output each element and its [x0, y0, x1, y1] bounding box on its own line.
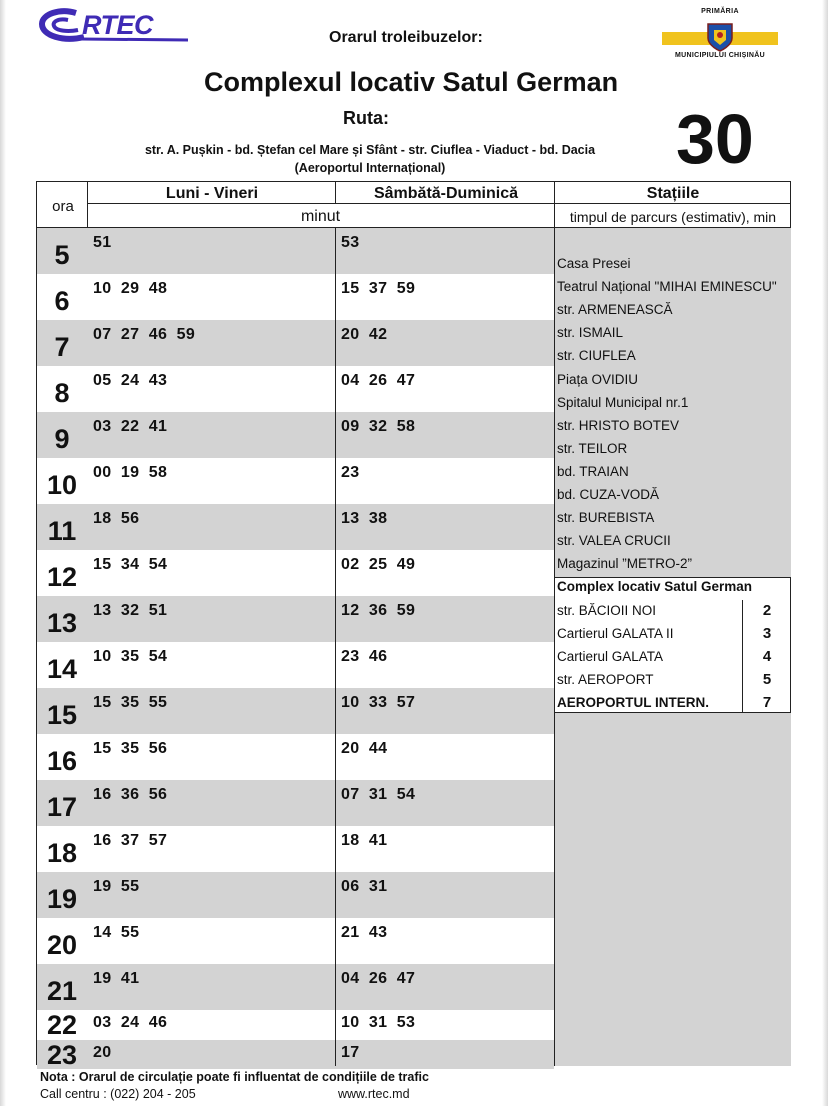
weekend-minutes-cell: 12 36 59 [341, 602, 416, 619]
table-row [37, 734, 554, 780]
table-row [37, 412, 554, 458]
table-row [37, 642, 554, 688]
primaria-label: PRIMĂRIA [701, 8, 739, 15]
weekend-minutes-cell: 06 31 [341, 878, 388, 895]
hour-cell: 22 [46, 1010, 78, 1040]
station-name: str. ARMENEASCĂ [557, 302, 673, 318]
route-description [100, 141, 640, 177]
hour-column-divider [87, 182, 88, 227]
weekend-minutes-cell: 04 26 47 [341, 372, 416, 389]
coat-of-arms-icon [706, 20, 734, 52]
hour-cell: 17 [46, 792, 78, 822]
weekend-minutes-cell: 23 [341, 464, 360, 481]
station-name: Cartierul GALATA [557, 648, 664, 664]
timetable [36, 181, 791, 1070]
station-name: Magazinul ”METRO-2” [557, 556, 693, 572]
table-row [37, 274, 554, 320]
call-centre: Call centru : (022) 204 - 205 [40, 1087, 196, 1101]
station-name: Cartierul GALATA II [557, 625, 674, 641]
station-name: str. TEILOR [557, 440, 628, 456]
weekday-minutes-cell: 16 36 56 [93, 786, 168, 803]
hour-cell: 15 [46, 700, 78, 730]
stations-grey-area-bottom [555, 713, 791, 1066]
website-link[interactable]: www.rtec.md [338, 1087, 410, 1101]
column-header-weekday: Luni - Vineri [165, 185, 259, 202]
hour-cell: 6 [54, 286, 70, 316]
weekday-minutes-cell: 14 55 [93, 924, 140, 941]
hour-cell: 10 [46, 470, 78, 500]
weekend-minutes-cell: 20 42 [341, 326, 388, 343]
travel-time-column-divider [742, 600, 743, 712]
primaria-logo [650, 8, 790, 64]
header-divider-top [87, 203, 790, 204]
weekday-minutes-cell: 15 35 55 [93, 694, 168, 711]
station-name: str. AEROPORT [557, 671, 654, 687]
weekend-minutes-cell: 21 43 [341, 924, 388, 941]
weekday-minutes-cell: 19 55 [93, 878, 140, 895]
station-travel-time: 5 [762, 670, 772, 688]
station-name: str. CIUFLEA [557, 348, 636, 364]
weekday-minutes-cell: 10 29 48 [93, 280, 168, 297]
station-name: str. VALEA CRUCII [557, 533, 671, 549]
route-label: Ruta: [343, 108, 389, 128]
hour-cell: 9 [54, 424, 70, 454]
weekend-minutes-cell: 04 26 47 [341, 970, 416, 987]
weekday-minutes-cell: 15 35 56 [93, 740, 168, 757]
stations-column-divider [554, 182, 555, 1066]
hour-cell: 20 [46, 930, 78, 960]
weekend-minutes-cell: 20 44 [341, 740, 388, 757]
weekend-minutes-cell: 18 41 [341, 832, 388, 849]
hour-cell: 21 [46, 976, 78, 1006]
station-name: Complex locativ Satul German [557, 579, 753, 595]
weekend-minutes-cell: 07 31 54 [341, 786, 416, 803]
station-travel-time: 7 [762, 693, 772, 711]
station-travel-time: 3 [762, 624, 772, 642]
table-row [37, 228, 554, 274]
station-name: str. HRISTO BOTEV [557, 417, 680, 433]
schedule-label: Orarul troleibuzelor: [329, 29, 483, 46]
hour-cell: 5 [54, 240, 70, 270]
primaria-municipality: MUNICIPIULUI CHIȘINĂU [675, 52, 765, 59]
weekday-weekend-divider-header [335, 182, 336, 203]
table-row [37, 918, 554, 964]
table-row [37, 504, 554, 550]
table-row [37, 1040, 554, 1069]
subheader-travel-time: timpul de parcurs (estimativ), min [569, 209, 777, 225]
column-header-weekend: Sâmbătă-Duminică [373, 185, 519, 202]
hour-cell: 13 [46, 608, 78, 638]
station-name: str. BĂCIOII NOI [557, 602, 657, 618]
weekend-minutes-cell: 02 25 49 [341, 556, 416, 573]
weekend-minutes-cell: 10 31 53 [341, 1014, 416, 1031]
rtec-logo-text: RTEC [82, 10, 154, 40]
stations-section-divider [554, 577, 790, 578]
table-row [37, 550, 554, 596]
rtec-logo [38, 6, 198, 46]
page-edge-shadow-left [0, 0, 6, 1106]
weekday-minutes-cell: 51 [93, 234, 112, 251]
station-travel-time: 4 [762, 647, 772, 665]
station-name: bd. CUZA-VODĂ [557, 487, 660, 502]
weekday-minutes-cell: 20 [93, 1044, 112, 1061]
hour-cell: 11 [47, 516, 77, 546]
weekday-minutes-cell: 07 27 46 59 [93, 326, 196, 343]
page-edge-shadow-right [822, 0, 828, 1106]
table-row [37, 320, 554, 366]
station-name: Spitalul Municipal nr.1 [557, 394, 689, 410]
hour-cell: 7 [54, 332, 70, 362]
weekend-minutes-cell: 15 37 59 [341, 280, 416, 297]
station-name: Piața OVIDIU [557, 371, 639, 387]
stations-bottom-divider [554, 712, 790, 713]
table-row [37, 1010, 554, 1040]
station-name: str. BUREBISTA [557, 510, 655, 526]
weekend-minutes-cell: 53 [341, 234, 360, 251]
weekday-minutes-cell: 15 34 54 [93, 556, 168, 573]
station-name: str. ISMAIL [557, 325, 624, 341]
header-divider-bottom [37, 227, 790, 228]
table-row [37, 872, 554, 918]
station-travel-time: 2 [762, 601, 772, 619]
table-row [37, 826, 554, 872]
weekend-minutes-cell: 09 32 58 [341, 418, 416, 435]
weekday-minutes-cell: 00 19 58 [93, 464, 168, 481]
weekday-minutes-cell: 19 41 [93, 970, 140, 987]
hour-cell: 8 [54, 378, 70, 408]
route-number: 30 [676, 100, 754, 178]
table-row [37, 366, 554, 412]
hour-cell: 19 [46, 884, 78, 914]
page-title: Complexul locativ Satul German [204, 67, 619, 97]
subheader-minute: minut [300, 208, 341, 225]
table-row [37, 596, 554, 642]
route-description-line1: str. A. Pușkin - bd. Ștefan cel Mare și Sfânt - str. Ciuflea - Viaduct - bd. Dacia [144, 143, 596, 157]
weekend-minutes-cell: 10 33 57 [341, 694, 416, 711]
weekday-minutes-cell: 03 24 46 [93, 1014, 168, 1031]
station-name: Casa Presei [557, 256, 631, 271]
weekday-weekend-divider [335, 227, 336, 1066]
table-row [37, 780, 554, 826]
weekday-minutes-cell: 16 37 57 [93, 832, 168, 849]
weekday-minutes-cell: 13 32 51 [93, 602, 168, 619]
weekday-minutes-cell: 18 56 [93, 510, 140, 527]
hour-cell: 12 [46, 562, 78, 592]
station-name: Teatrul Național "MIHAI EMINESCU" [557, 279, 777, 295]
station-name: bd. TRAIAN [557, 463, 629, 479]
table-row [37, 964, 554, 1010]
weekend-minutes-cell: 13 38 [341, 510, 388, 527]
weekend-minutes-cell: 17 [341, 1044, 360, 1061]
table-row [37, 688, 554, 734]
hour-cell: 16 [46, 746, 78, 776]
weekday-minutes-cell: 05 24 43 [93, 372, 168, 389]
weekday-minutes-cell: 03 22 41 [93, 418, 168, 435]
footer-note: Nota : Orarul de circulație poate fi influentat de condițiile de trafic [40, 1070, 429, 1084]
hour-cell: 18 [46, 838, 78, 868]
route-description-line2: (Aeroportul Internațional) [294, 161, 446, 175]
table-row [37, 458, 554, 504]
weekend-minutes-cell: 23 46 [341, 648, 388, 665]
hour-cell: 23 [46, 1040, 78, 1070]
hour-cell: 14 [46, 654, 78, 684]
column-header-stations: Stațiile [646, 185, 700, 202]
station-name: AEROPORTUL INTERN. [557, 694, 710, 710]
column-header-hour: ora [52, 198, 74, 215]
weekday-minutes-cell: 10 35 54 [93, 648, 168, 665]
